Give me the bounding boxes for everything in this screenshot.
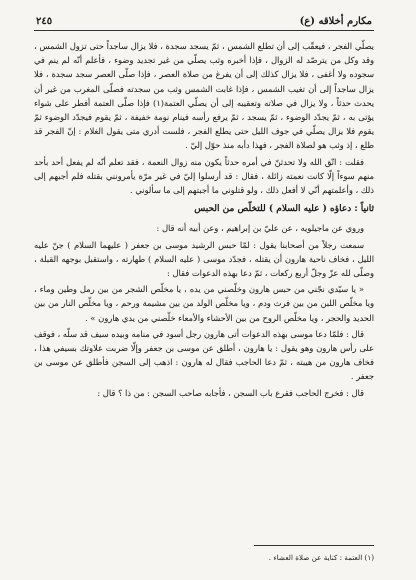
paragraph: وروي عن ماجيلويه ، عن عليّ بن إبراهيم ، وعن أبيه أنه قال : <box>156 223 364 234</box>
page-body <box>34 39 374 400</box>
paragraph: يصلّي الفجر ، فيعقّب إلى أن تطلع الشمس ، ثمّ يسجد سجدة ، فلا يزال ساجداً حتى تزول الشمس ، وقد وكل من يترصّد له الزوال ، فإذا أخبره وثب يصلّي من غير تجديد وضوء ، فأعلم أنّه لم ينم في سجوده ولا أغفى ، فلا يزال كذلك إلى أن يفرغ من صلاة العصر ، فإذا صلّى العصر سجد سجدة ، فلا يزال ساجداً إلى أن تغيب الشمس ، فإذا غابت الشمس وثب من سجدته فصلّى المغرب من غير أن يحدث حدثاً ، ولا يزال في صلاته وتعقيبه إلى أن يصلّي العتمة(١) فإذا صلّى العتمة أفطر على شواء يؤتى به ، ثمّ يجدّد الوضوء ، ثمّ يسجد ، ثمّ يرفع رأسه فينام نومة خفيفة ، ثمّ يقوم فيجدّد الوضوء ثمّ يقوم فلا يزال يصلّي في جوف الليل حتى يطلع الفجر ، فلست أدري متى يقول الغلام : إنّ الفجر قد طلع ، إذ وثب هو لصلاة الفجر ، فهذا دأبه منذ حوّل إليّ . <box>34 41 375 151</box>
book-title: مكارم أخلاقه (ع) <box>299 16 372 27</box>
paragraph: قال : فلمّا دعا موسى بهذه الدعوات أتى هارون رجل أسود في منامه وبيده سيف قد سلّه ، فوقف على رأس هارون وهو يقول : يا هارون ، أطلق عن موسى بن جعفر وإلّا ضربت علاوتك بسيفي هذا ، فخاف هارون من هيبته ، ثمّ دعا الحاجب فقال له هارون : اذهب إلى السجن فأطلق عن موسى بن جعفر . <box>34 328 374 382</box>
prayer-quote: « يا سيّدي نجّني من حبس هارون وخلّصني من يده ، يا مخلّص الشجر من بين رمل وطين وماء ، ويا مخلّص اللبن من بين فرث ودم ، ويا مخلّص الولد من بين مشيمة ورحم ، ويا مخلّص النار من بين الحديد والحجر ، ويا مخلّص الروح من بين الأحشاء والأمعاء خلّصني من يدي هارون » . <box>34 284 374 323</box>
paragraph: قال : فخرج الحاجب فقرع باب السجن ، فأجابه صاحب السجن : من ذا ؟ قال : <box>97 387 364 398</box>
section-heading: ثانياً : دعاؤه ( عليه السلام ) للتخلّص من الحبس <box>194 204 374 215</box>
paragraph: سمعت رجلاً من أصحابنا يقول : لمّا حبس الرشيد موسى بن جعفر ( عليهما السلام ) جنّ عليه الليل ، فخاف ناحية هارون أن يقتله ، فجدّد موسى ( عليه السلام ) طهارته ، واستقبل بوجهه القبلة ، وصلّى لله عزّ وجلّ أربع ركعات ، ثمّ دعا بهذه الدعوات فقال : <box>34 239 374 279</box>
footnote: (١) العتمة : كناية عن صلاة العشاء . <box>268 553 374 562</box>
page-header <box>34 16 374 31</box>
footnote-divider <box>254 545 374 546</box>
page-number: ٢٤٥ <box>36 16 53 27</box>
paragraph: فقلت : اتّق الله ولا تحدثنّ في أمره حدثاً يكون منه زوال النعمة ، فقد تعلم أنّه لم يفعل أحد بأحد منهم سوءاً إلّا كانت نعمته زائلة ، فقال : قد أرسلوا إليّ في غير مرّة يأمرونني بقتله فلم أجبهم إلى ذلك ، وأعلمتهم أنّي لا أفعل ذلك ، ولو قتلوني ما أجبتهم إلى ما سألوني . <box>34 156 374 196</box>
